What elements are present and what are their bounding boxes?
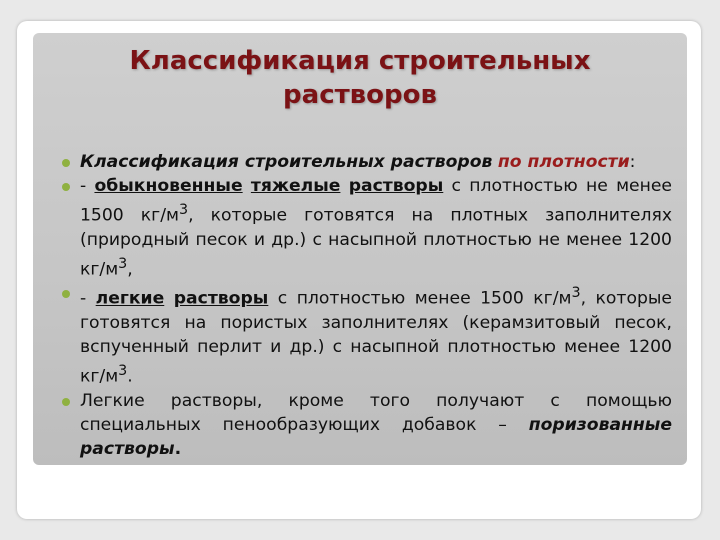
list-item-classification bbox=[62, 150, 672, 174]
bullet-list bbox=[62, 150, 672, 461]
item-colon: : bbox=[629, 152, 636, 172]
item-tail: . bbox=[174, 438, 182, 459]
bullet-icon bbox=[62, 290, 70, 298]
superscript: 3 bbox=[118, 363, 128, 380]
title-line-2: растворов bbox=[283, 80, 437, 110]
superscript: 3 bbox=[118, 255, 128, 272]
superscript: 3 bbox=[571, 285, 581, 302]
item-text: с плотностью не менее 1500 кг/м bbox=[80, 176, 673, 226]
item-text-continued: , которые готовятся на пористых заполнителях (керамзитовый песок, вспученный перлит и др.) с насыпной плотностью менее 1200 кг/м bbox=[80, 289, 673, 387]
term-ordinary: обыкновенные bbox=[94, 176, 243, 196]
item-tail: , bbox=[127, 259, 133, 280]
list-item-light-mortars bbox=[62, 281, 672, 388]
list-item-heavy-mortars bbox=[62, 174, 672, 281]
superscript: 3 bbox=[178, 202, 189, 218]
term-porous-mortars: поризованные растворы bbox=[80, 414, 672, 459]
item-dash: - bbox=[80, 289, 96, 310]
title-line-1: Классификация строительных bbox=[129, 46, 591, 76]
term-light: легкие bbox=[95, 289, 165, 310]
item-lead-accent: по плотности bbox=[497, 152, 630, 172]
item-dash: - bbox=[80, 176, 95, 196]
bullet-icon bbox=[62, 159, 70, 167]
bullet-icon bbox=[62, 398, 70, 406]
term-mortars: растворы bbox=[348, 176, 444, 196]
item-lead: Классификация строительных растворов bbox=[80, 152, 493, 172]
item-tail: . bbox=[127, 366, 133, 387]
item-text-continued: , которые готовятся на плотных заполнителях (природный песок и др.) с насыпной плотностью не менее 1200 кг/м bbox=[80, 205, 673, 280]
term-mortars: растворы bbox=[173, 289, 269, 310]
term-heavy: тяжелые bbox=[250, 176, 341, 196]
item-text: с плотностью менее 1500 кг/м bbox=[268, 289, 572, 310]
slide-title bbox=[33, 44, 687, 112]
bullet-icon bbox=[62, 183, 70, 191]
item-text: Легкие растворы, кроме того получают с помощью специальных пенообразующих добавок – bbox=[80, 390, 672, 435]
list-item-porous-mortars bbox=[62, 389, 672, 461]
